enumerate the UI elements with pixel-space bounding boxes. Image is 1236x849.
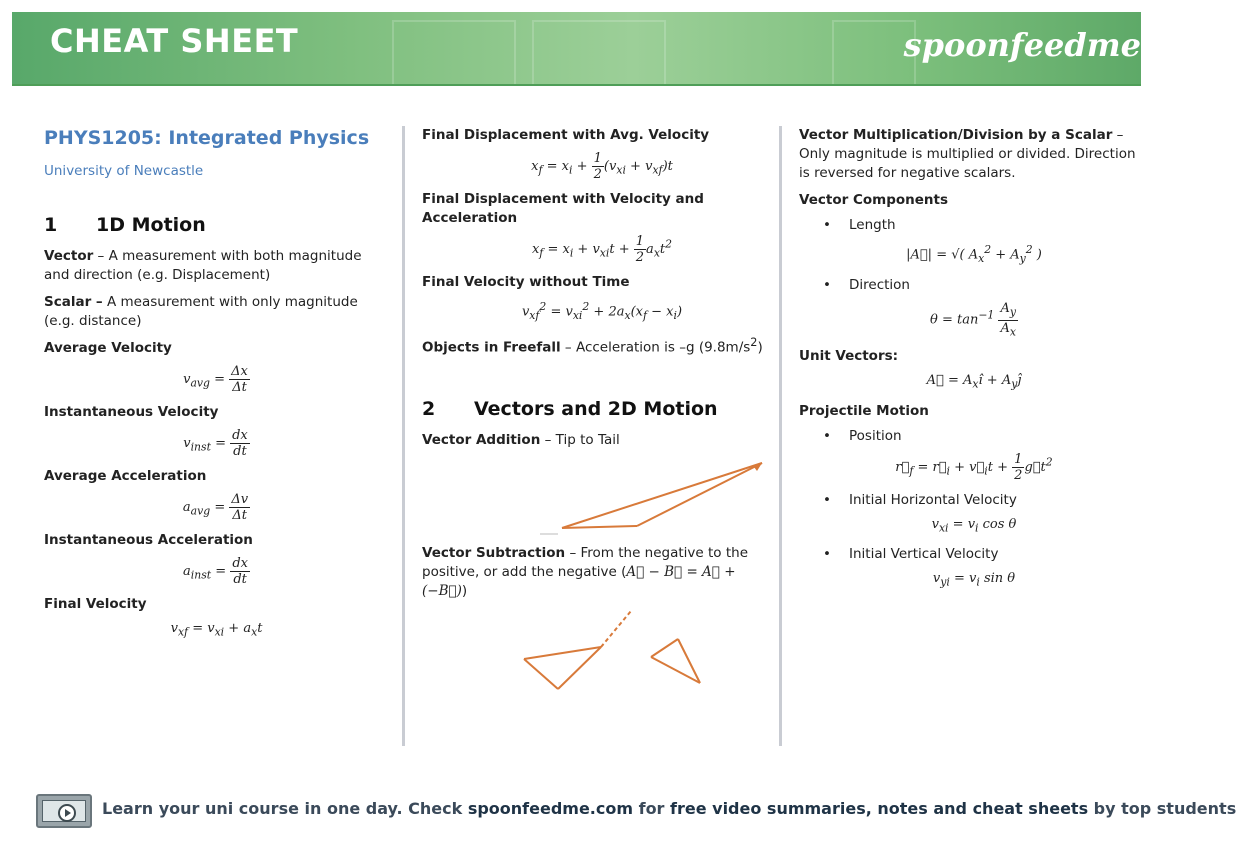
banner-book-decoration bbox=[392, 20, 516, 88]
bullet-text: Length bbox=[849, 217, 896, 233]
vector-scalar-multiplication bbox=[799, 126, 1144, 183]
heading-final-displacement-va: Final Displacement with Velocity and Acceleration bbox=[422, 191, 704, 226]
equation-average-velocity: $v_{avg}$ = $\frac{\Delta x}{\Delta t}$ bbox=[183, 364, 248, 395]
spoonfeedme-logo[interactable]: spoonfeedme bbox=[903, 26, 1141, 64]
screen-icon bbox=[42, 800, 86, 822]
term: Vector bbox=[44, 248, 94, 264]
definition: – A measurement with both magnitude and direction (e.g. Displacement) bbox=[44, 248, 362, 283]
heading-final-displacement-avg: Final Displacement with Avg. Velocity bbox=[422, 127, 710, 143]
column-1 bbox=[44, 126, 389, 650]
equation-final-velocity-no-time: $v_{xf}^2 = v_{xi}^2 + 2a_x(x_f - x_i)$ bbox=[521, 300, 683, 322]
section-number: 1 bbox=[44, 214, 58, 236]
header-banner bbox=[12, 12, 1141, 84]
heading-instantaneous-velocity: Instantaneous Velocity bbox=[44, 404, 219, 420]
bullet-text: Initial Vertical Velocity bbox=[849, 546, 999, 563]
university-name: University of Newcastle bbox=[44, 163, 204, 179]
definition: – Acceleration is –g (9.8m/s bbox=[560, 339, 751, 356]
footer-promo bbox=[102, 799, 1236, 818]
definition: – From the negative to the positive, or add the negative ( bbox=[422, 545, 749, 581]
equation-initial-horizontal-velocity: $v_{xi} = v_i$ cos θ bbox=[931, 516, 1017, 535]
term: Scalar – bbox=[44, 294, 103, 310]
footer-text: by top students bbox=[1088, 799, 1236, 818]
bullet-initial-vertical-velocity: • Initial Vertical Velocity bbox=[823, 546, 999, 563]
equation-final-displacement-avg: $x_f = x_i$ + $\frac{1}{2}$ $(v_{xi} + v_{xf})t$ bbox=[531, 151, 673, 182]
section-number: 2 bbox=[422, 398, 436, 421]
bullet-text: Initial Horizontal Velocity bbox=[849, 491, 1017, 508]
heading-vector-components: Vector Components bbox=[799, 192, 949, 208]
term: Objects in Freefall bbox=[422, 339, 561, 356]
heading-instantaneous-acceleration: Instantaneous Acceleration bbox=[44, 532, 253, 548]
term: Vector Multiplication/Division by a Scalar bbox=[799, 127, 1113, 143]
equation-inline: A⃗ − B⃗ = A⃗ + (−B⃗) bbox=[422, 564, 736, 600]
bullet-initial-horizontal-velocity: • Initial Horizontal Velocity bbox=[823, 491, 1017, 508]
freefall-note bbox=[422, 333, 782, 358]
section-title: Vectors and 2D Motion bbox=[474, 398, 718, 421]
bullet-text: Direction bbox=[849, 276, 910, 293]
equation-unit-vectors: A⃗ = $A_xî$ + $A_yĵ$ bbox=[926, 373, 1022, 391]
banner-book-decoration bbox=[532, 20, 666, 88]
vector-b bbox=[637, 463, 762, 526]
equation-final-velocity: $v_{xf} = v_{xi} + a_xt$ bbox=[170, 621, 263, 639]
equation-initial-vertical-velocity: $v_{yi} = v_i$ sin θ bbox=[932, 571, 1016, 589]
heading-average-velocity: Average Velocity bbox=[44, 340, 172, 356]
vector-a2 bbox=[651, 639, 678, 657]
term: Vector Subtraction bbox=[422, 545, 566, 562]
vector-a bbox=[524, 659, 558, 689]
play-icon bbox=[58, 804, 76, 822]
column-divider bbox=[402, 126, 405, 746]
header-rule bbox=[12, 84, 1141, 86]
vector-a bbox=[562, 526, 637, 528]
course-title: PHYS1205: Integrated Physics bbox=[44, 127, 370, 149]
equation-average-acceleration: $a_{avg}$ = $\frac{\Delta v}{\Delta t}$ bbox=[182, 492, 249, 523]
vector-definition bbox=[44, 247, 389, 285]
equation-position: $r⃗_f$ = $r⃗_i$ + $v⃗_it$ + $\frac{1}{2}$ $g⃗t^2$ bbox=[895, 451, 1053, 483]
definition: – Only magnitude is multiplied or divided. Direction is reversed for negative scalars. bbox=[799, 127, 1136, 181]
superscript: 2 bbox=[750, 335, 758, 349]
equation-instantaneous-acceleration: $a_{inst}$ = $\frac{dx}{dt}$ bbox=[183, 556, 248, 587]
heading-final-velocity-no-time: Final Velocity without Time bbox=[422, 274, 630, 290]
section-title: 1D Motion bbox=[96, 214, 206, 236]
definition-end: ) bbox=[757, 339, 763, 356]
negative-vector bbox=[601, 611, 631, 647]
equation-length: |A⃗| = √( $A_x^2 + A_y^2$ ) bbox=[906, 243, 1042, 265]
section-heading-1d-motion bbox=[44, 213, 389, 237]
vector-subtraction bbox=[422, 544, 782, 601]
banner-title: CHEAT SHEET bbox=[50, 22, 299, 60]
scalar-definition bbox=[44, 293, 389, 331]
definition-end: ) bbox=[461, 583, 468, 600]
bullet-direction: • Direction bbox=[823, 276, 910, 293]
bullet-length: • Length bbox=[823, 217, 896, 233]
equation-direction: $\theta = \tan^{-1}$ $\frac{A_y}{A_x}$ bbox=[930, 300, 1016, 339]
term: Vector Addition bbox=[422, 432, 541, 449]
section-heading-vectors bbox=[422, 397, 782, 421]
vector-subtraction-diagram bbox=[506, 609, 786, 701]
equation-final-displacement-va: $x_f = x_i + v_{xi}t$ + $\frac{1}{2}$ $a_xt^2$ bbox=[531, 234, 673, 265]
heading-projectile-motion: Projectile Motion bbox=[799, 402, 929, 419]
column-3 bbox=[799, 126, 1149, 600]
heading-final-velocity: Final Velocity bbox=[44, 596, 147, 612]
definition: – Tip to Tail bbox=[540, 432, 620, 449]
resultant-vector bbox=[562, 463, 762, 528]
vector-addition-diagram bbox=[552, 458, 812, 538]
equation-instantaneous-velocity: $v_{inst}$ = $\frac{dx}{dt}$ bbox=[183, 428, 248, 459]
footer-emphasis: free video summaries, notes and cheat sheets bbox=[670, 799, 1089, 818]
footer-text: Learn your uni course in one day. Check bbox=[102, 799, 468, 818]
video-play-icon[interactable] bbox=[36, 794, 92, 828]
footer-link[interactable]: spoonfeedme.com bbox=[467, 799, 634, 818]
heading-unit-vectors: Unit Vectors: bbox=[799, 348, 899, 365]
vector-addition bbox=[422, 431, 782, 450]
bullet-position: • Position bbox=[823, 427, 902, 444]
column-2 bbox=[422, 126, 782, 701]
bullet-text: Position bbox=[849, 427, 902, 444]
definition: A measurement with only magnitude (e.g. distance) bbox=[44, 294, 358, 329]
heading-average-acceleration: Average Acceleration bbox=[44, 468, 207, 484]
footer-text: for bbox=[633, 799, 671, 818]
